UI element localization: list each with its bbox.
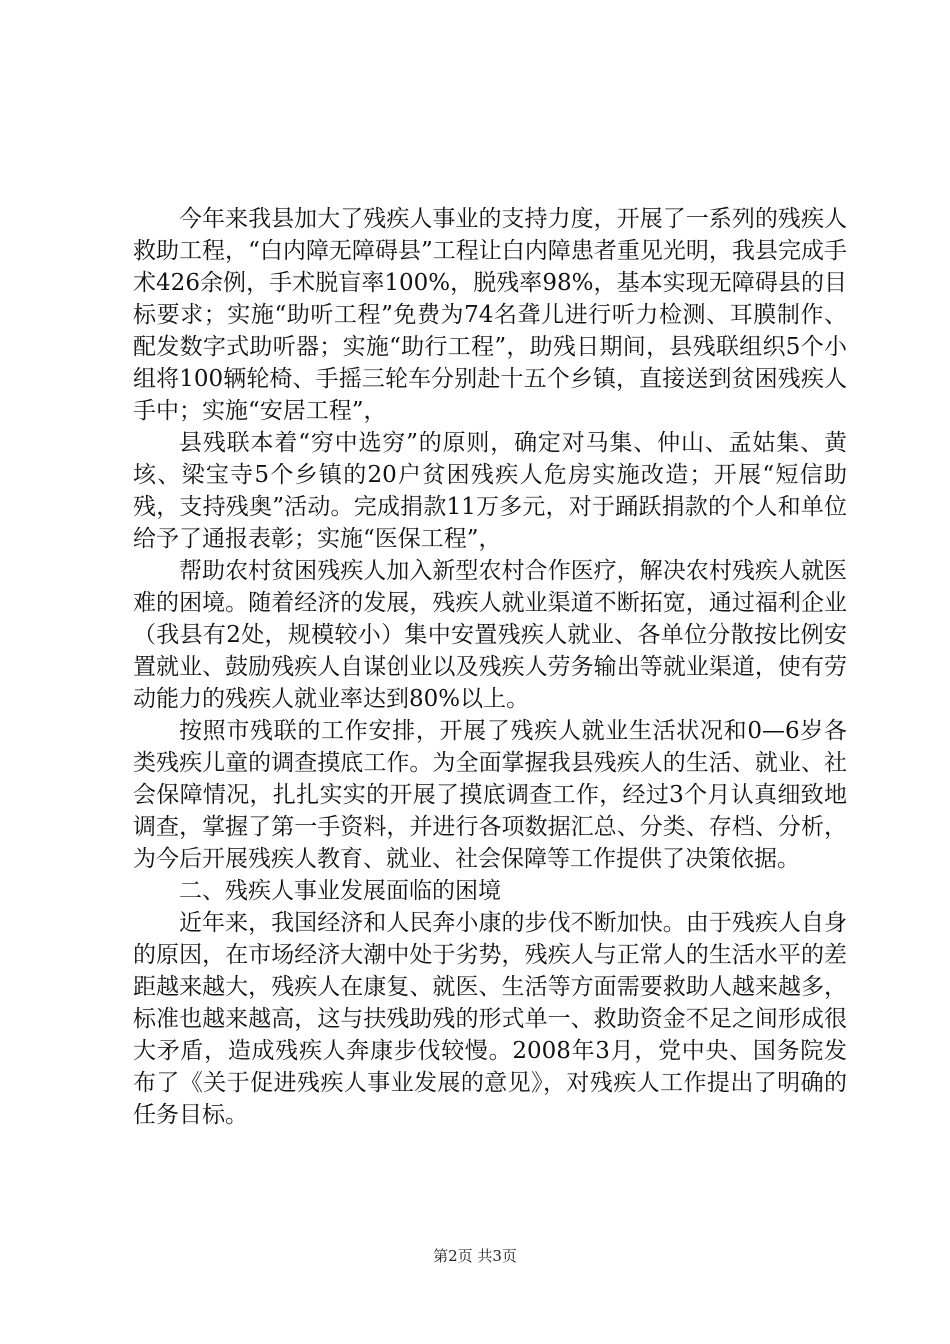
section-heading: 二、残疾人事业发展面临的困境 (179, 878, 501, 904)
page-number-footer: 第2页 共3页 (433, 1247, 517, 1265)
paragraph-housing-renovation: 县残联本着“穷中选穷”的原则，确定对马集、仲山、孟姑集、黄垓、梁宝寺5个乡镇的20户贫困残疾人危房实施改造；开展“短信助残，支持残奥”活动。完成捐款11万多元，对于踊跃捐款的个人和单位给予了通报表彰；实施“医保工程”， (133, 430, 847, 552)
document-body (133, 203, 847, 1131)
paragraph-difficulties: 近年来，我国经济和人民奔小康的步伐不断加快。由于残疾人自身的原因，在市场经济大潮中处于劣势，残疾人与正常人的生活水平的差距越来越大，残疾人在康复、就医、生活等方面需要救助人越来越多，标准也越来越高，这与扶残助残的形式单一、救助资金不足之间形成很大矛盾，造成残疾人奔康步伐较慢。2008年3月，党中央、国务院发布了《关于促进残疾人事业发展的意见》，对残疾人工作提出了明确的任务目标。 (133, 910, 847, 1128)
paragraph-survey-work: 按照市残联的工作安排，开展了残疾人就业生活状况和0—6岁各类残疾儿童的调查摸底工作。为全面掌握我县残疾人的生活、就业、社会保障情况，扎扎实实的开展了摸底调查工作，经过3个月认真细致地调查，掌握了第一手资料，并进行各项数据汇总、分类、存档、分析，为今后开展残疾人教育、就业、社会保障等工作提供了决策依据。 (133, 718, 847, 872)
paragraph-rescue-projects: 今年来我县加大了残疾人事业的支持力度，开展了一系列的残疾人救助工程，“白内障无障碍县”工程让白内障患者重见光明，我县完成手术426余例，手术脱盲率100%，脱残率98%，基本实现无障碍县的目标要求；实施“助听工程”免费为74名聋儿进行听力检测、耳膜制作、配发数字式助听器；实施“助行工程”，助残日期间，县残联组织5个小组将100辆轮椅、手摇三轮车分别赴十五个乡镇，直接送到贫困残疾人手中；实施“安居工程”， (133, 206, 847, 424)
paragraph-medical-employment: 帮助农村贫困残疾人加入新型农村合作医疗，解决农村残疾人就医难的困境。随着经济的发展，残疾人就业渠道不断拓宽，通过福利企业（我县有2处，规模较小）集中安置残疾人就业、各单位分散按比例安置就业、鼓励残疾人自谋创业以及残疾人劳务输出等就业渠道，使有劳动能力的残疾人就业率达到80%以上。 (133, 558, 847, 712)
